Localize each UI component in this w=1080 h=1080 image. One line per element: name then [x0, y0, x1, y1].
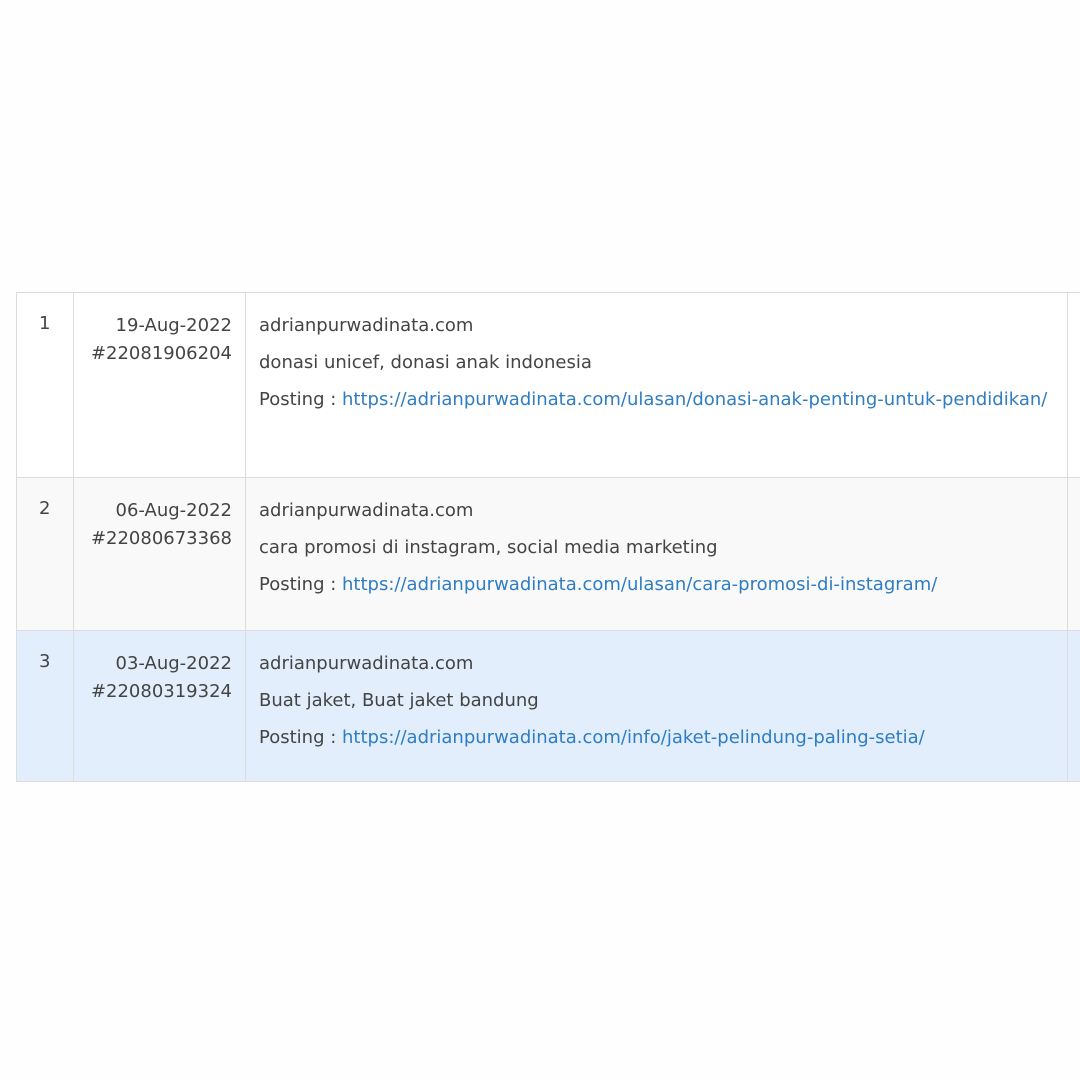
order-detail-cell: [246, 478, 1068, 631]
table-row[interactable]: [17, 631, 1080, 782]
order-date: 19-Aug-2022: [115, 315, 232, 336]
keywords: Buat jaket, Buat jaket bandung: [259, 690, 539, 711]
posting-line: [259, 384, 1053, 416]
site-name: adrianpurwadinata.com: [259, 653, 474, 674]
site-name: adrianpurwadinata.com: [259, 500, 474, 521]
order-id: #22080319324: [90, 681, 232, 702]
row-number-cell: [17, 293, 74, 478]
posting-link[interactable]: https://adrianpurwadinata.com/ulasan/donasi-anak-penting-untuk-pendidikan/: [342, 389, 1048, 410]
posting-label: Posting :: [259, 727, 343, 748]
extra-cell: [1068, 478, 1080, 631]
posting-line: [259, 569, 1053, 601]
posting-link[interactable]: https://adrianpurwadinata.com/info/jaket-pelindung-paling-setia/: [342, 727, 925, 748]
order-date-cell: [74, 631, 246, 782]
order-date: 06-Aug-2022: [115, 500, 232, 521]
keywords: cara promosi di instagram, social media marketing: [259, 537, 718, 558]
order-date: 03-Aug-2022: [115, 653, 232, 674]
row-number: 2: [39, 498, 51, 519]
orders-table-container: [16, 292, 1080, 782]
table-row[interactable]: [17, 293, 1080, 478]
row-number: 3: [39, 651, 51, 672]
extra-cell: [1068, 293, 1080, 478]
order-id: #22081906204: [90, 343, 232, 364]
table-row[interactable]: [17, 478, 1080, 631]
keywords: donasi unicef, donasi anak indonesia: [259, 352, 592, 373]
orders-table: [16, 292, 1080, 782]
order-date-cell: [74, 478, 246, 631]
site-name: adrianpurwadinata.com: [259, 315, 474, 336]
extra-cell: [1068, 631, 1080, 782]
order-date-cell: [74, 293, 246, 478]
posting-line: [259, 722, 1053, 754]
posting-label: Posting :: [259, 574, 343, 595]
posting-label: Posting :: [259, 389, 343, 410]
order-detail-cell: [246, 631, 1068, 782]
row-number-cell: [17, 631, 74, 782]
row-number: 1: [39, 313, 51, 334]
row-number-cell: [17, 478, 74, 631]
posting-link[interactable]: https://adrianpurwadinata.com/ulasan/cara-promosi-di-instagram/: [342, 574, 938, 595]
order-detail-cell: [246, 293, 1068, 478]
order-id: #22080673368: [90, 528, 232, 549]
